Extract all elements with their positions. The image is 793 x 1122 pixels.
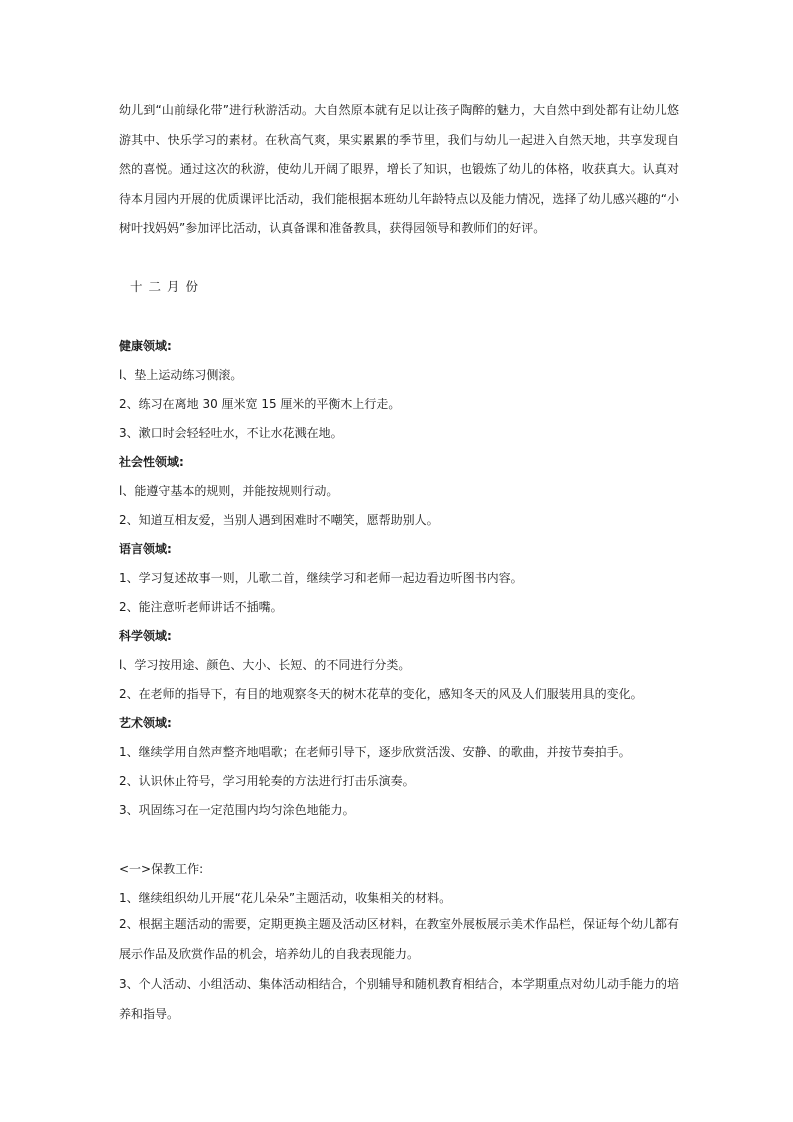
- language-item: 1、学习复述故事一则，儿歌二首，继续学习和老师一起边看边听图书内容。: [119, 571, 523, 585]
- health-heading: 健康领域:: [119, 339, 172, 353]
- care-item: 3、个人活动、小组活动、集体活动相结合，个别辅导和随机教育相结合，本学期重点对幼儿动手能力的培养和指导。: [119, 977, 679, 1021]
- language-item: 2、能注意听老师讲话不插嘴。: [119, 600, 283, 614]
- language-heading: 语言领域:: [119, 542, 172, 556]
- social-heading: 社会性领域:: [119, 455, 184, 469]
- health-item: l、垫上运动练习侧滚。: [119, 368, 243, 382]
- month-title: 十二月份: [130, 279, 205, 294]
- care-item: 1、继续组织幼儿开展“花儿朵朵”主题活动，收集相关的材料。: [119, 891, 452, 905]
- science-item: 2、在老师的指导下，有目的地观察冬天的树木花草的变化，感知冬天的风及人们服装用具的变化。: [119, 687, 643, 701]
- science-item: l、学习按用途、颜色、大小、长短、的不同进行分类。: [119, 658, 411, 672]
- care-heading: <一>保教工作:: [119, 862, 204, 876]
- art-item: 3、巩固练习在一定范围内均匀涂色地能力。: [119, 803, 355, 817]
- intro-paragraph: 幼儿到“山前绿化带”进行秋游活动。大自然原本就有足以让孩子陶醉的魅力，大自然中到处都有让幼儿悠游其中、快乐学习的素材。在秋高气爽，果实累累的季节里，我们与幼儿一起进入自然天地，共享发现自然的喜悦。通过这次的秋游，使幼儿开阔了眼界，增长了知识，也锻炼了幼儿的体格，收获真大。认真对待本月园内开展的优质课评比活动，我们能根据本班幼儿年龄特点以及能力情况，选择了幼儿感兴趣的“小树叶找妈妈”参加评比活动，认真备课和准备教具，获得园领导和教师们的好评。: [119, 103, 679, 235]
- art-item: 1、继续学用自然声整齐地唱歌；在老师引导下，逐步欣赏活泼、安静、的歌曲，并按节奏拍手。: [119, 745, 631, 759]
- social-item: 2、知道互相友爱，当别人遇到困难时不嘲笑，愿帮助别人。: [119, 513, 439, 527]
- science-heading: 科学领域:: [119, 629, 172, 643]
- art-heading: 艺术领域:: [119, 716, 172, 730]
- care-item: 2、根据主题活动的需要，定期更换主题及活动区材料，在教室外展板展示美术作品栏，保证每个幼儿都有展示作品及欣赏作品的机会，培养幼儿的自我表现能力。: [119, 917, 679, 961]
- health-item: 3、漱口时会轻轻吐水，不让水花溅在地。: [119, 426, 343, 440]
- social-item: l、能遵守基本的规则，并能按规则行动。: [119, 484, 339, 498]
- health-item: 2、练习在离地 30 厘米宽 15 厘米的平衡木上行走。: [119, 397, 401, 411]
- art-item: 2、认识休止符号，学习用轮奏的方法进行打击乐演奏。: [119, 774, 415, 788]
